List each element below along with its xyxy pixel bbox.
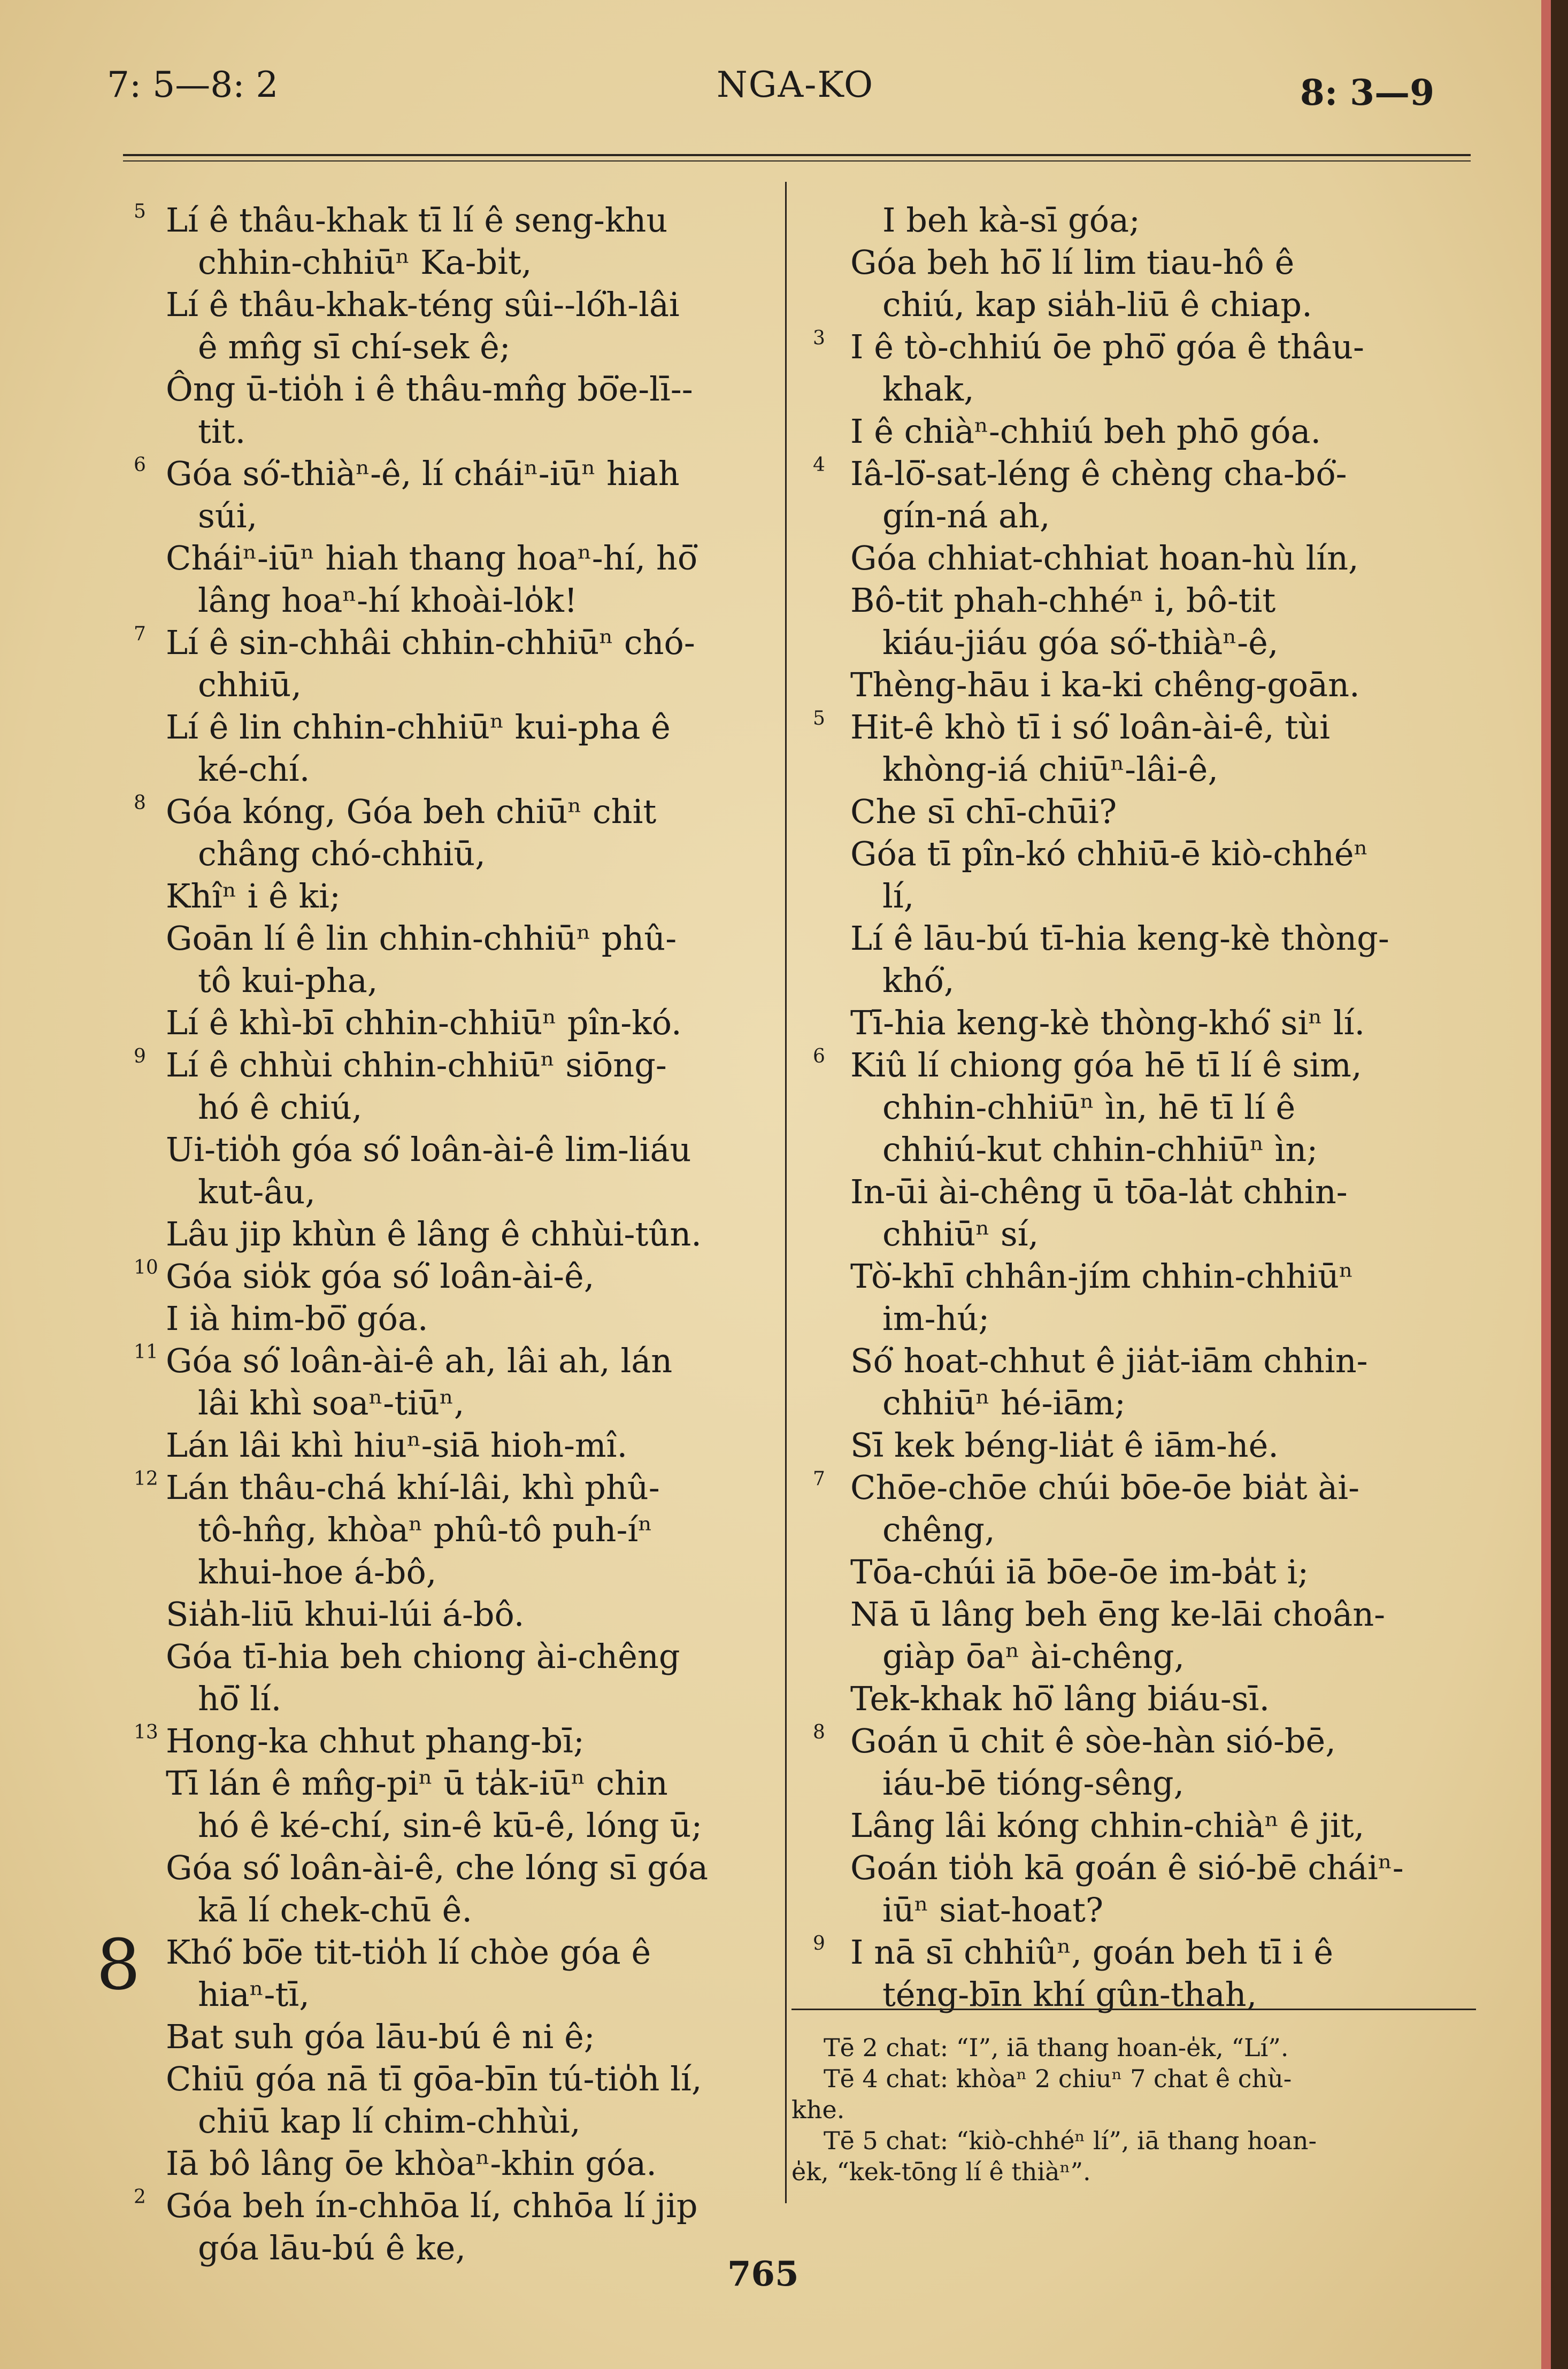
verse-line bbox=[813, 1128, 1476, 1171]
verse-line bbox=[813, 621, 1476, 664]
verse-text: Ui-tio̍h góa só͘ loân-ài-ê lim-liáu bbox=[166, 1130, 691, 1169]
verse-number: 2 bbox=[134, 2186, 146, 2208]
footnote-rule bbox=[791, 2009, 1476, 2010]
verse-number: 7 bbox=[134, 623, 146, 645]
verse-line bbox=[112, 1509, 781, 1551]
verse-text: chiú, kap sia̍h-liū ê chiap. bbox=[882, 285, 1312, 324]
verse-line bbox=[112, 1466, 781, 1509]
verse-text: Tek-khak hō͘ lâng biáu-sī. bbox=[850, 1679, 1270, 1718]
verse-line bbox=[112, 2100, 781, 2142]
verse-line bbox=[112, 1424, 781, 1466]
verse-text: súi, bbox=[198, 496, 258, 535]
verse-line bbox=[112, 959, 781, 1002]
verse-text: Góa só͘ loân-ài-ê ah, lâi ah, lán bbox=[166, 1341, 673, 1380]
verse-number: 6 bbox=[134, 454, 146, 476]
verse-line bbox=[112, 621, 781, 664]
verse-text: hō͘ lí. bbox=[198, 1679, 282, 1718]
verse-text: Góa sio̍k góa só͘ loân-ài-ê, bbox=[166, 1257, 595, 1296]
verse-text: Iâ-lō͘-sat-léng ê chèng cha-bó͘- bbox=[850, 454, 1347, 493]
verse-line bbox=[112, 2016, 781, 2058]
verse-text: tô-hn̂g, khòaⁿ phû-tô puh-íⁿ bbox=[198, 1510, 653, 1549]
verse-line bbox=[813, 537, 1476, 579]
verse-line bbox=[112, 1720, 781, 1762]
verse-text: I ê chiàⁿ-chhiú beh phō góa. bbox=[850, 412, 1321, 451]
verse-text: chêng, bbox=[882, 1510, 995, 1549]
verse-line bbox=[112, 1889, 781, 1931]
column-divider bbox=[785, 182, 787, 2203]
verse-text: lâng hoaⁿ-hí khoài-lo̍k! bbox=[198, 581, 578, 620]
verse-line bbox=[813, 579, 1476, 621]
verse-text: chhin-chhiūⁿ Ka-bi̍t, bbox=[198, 243, 532, 282]
left-column bbox=[96, 199, 781, 2269]
verse-number: 5 bbox=[813, 707, 825, 729]
verse-text: Góa beh hō͘ lí lim tiau-hô ê bbox=[850, 243, 1295, 282]
verse-line bbox=[112, 664, 781, 706]
verse-text: Lâng lâi kóng chhin-chiàⁿ ê jit, bbox=[850, 1806, 1365, 1845]
verse-line bbox=[112, 537, 781, 579]
verse-text: Bat suh góa lāu-bú ê ni ê; bbox=[166, 2017, 595, 2056]
verse-line bbox=[813, 1044, 1476, 1086]
verse-text: Sia̍h-liū khui-lúi á-bô. bbox=[166, 1595, 525, 1634]
verse-text: Chiū góa nā tī gōa-bīn tú-tio̍h lí, bbox=[166, 2059, 702, 2098]
verse-text: Iā bô lâng ōe khòaⁿ-khin góa. bbox=[166, 2144, 657, 2183]
verse-line bbox=[112, 1804, 781, 1847]
verse-text: Lí ê thâu-khak-téng sûi--ló͘h-lâi bbox=[166, 285, 680, 324]
verse-line bbox=[112, 1086, 781, 1128]
verse-number: 8 bbox=[813, 1721, 825, 1743]
verse-text: Lí ê khì-bī chhin-chhiūⁿ pîn-kó. bbox=[166, 1003, 682, 1042]
verse-line bbox=[112, 452, 781, 495]
verse-line bbox=[813, 1086, 1476, 1128]
verse-text: châng chó-chhiū, bbox=[198, 834, 486, 873]
verse-text: Tī lán ê mn̂g-piⁿ ū ta̍k-iūⁿ chin bbox=[166, 1764, 668, 1803]
verse-line bbox=[813, 1002, 1476, 1044]
verse-text: Só͘ hoat-chhut ê jia̍t-iām chhin- bbox=[850, 1341, 1368, 1380]
verse-number: 12 bbox=[134, 1468, 158, 1490]
verse-line bbox=[813, 1889, 1476, 1931]
verse-line bbox=[112, 326, 781, 368]
verse-line bbox=[112, 1635, 781, 1678]
verse-text: Chōe-chōe chúi bōe-ōe bia̍t ài- bbox=[850, 1468, 1360, 1507]
verse-text: Góa tī-hia beh chiong ài-chêng bbox=[166, 1637, 680, 1676]
verse-text: Goán tio̍h kā goán ê sió-bē cháiⁿ- bbox=[850, 1848, 1404, 1887]
verse-line bbox=[813, 1720, 1476, 1762]
verse-line bbox=[112, 875, 781, 917]
verse-text: In-ūi ài-chêng ū tōa-la̍t chhin- bbox=[850, 1172, 1348, 1211]
verse-line bbox=[813, 1762, 1476, 1804]
verse-line bbox=[813, 917, 1476, 959]
verse-line bbox=[813, 1804, 1476, 1847]
verse-text: Thèng-hāu i ka-ki chêng-goān. bbox=[850, 665, 1360, 704]
verse-line bbox=[112, 917, 781, 959]
verse-text: khó͘, bbox=[882, 961, 955, 1000]
verse-line bbox=[112, 2142, 781, 2185]
verse-text: hiaⁿ-tī, bbox=[198, 1975, 310, 2014]
verse-text: chiū kap lí chim-chhùi, bbox=[198, 2102, 581, 2141]
verse-number: 9 bbox=[134, 1045, 146, 1067]
verse-text: Bô-tit phah-chhéⁿ i, bô-tit bbox=[850, 581, 1276, 620]
chapter-number: 8 bbox=[96, 1924, 141, 2005]
verse-text: gín-ná ah, bbox=[882, 496, 1050, 535]
verse-text: kiáu-jiáu góa só͘-thiàⁿ-ê, bbox=[882, 623, 1279, 662]
verse-line bbox=[813, 1255, 1476, 1297]
verse-text: I beh kà-sī góa; bbox=[882, 201, 1140, 240]
verse-text: Lí ê sin-chhâi chhin-chhiūⁿ chó- bbox=[166, 623, 695, 662]
footnote-line: Tē 2 chat: “I”, iā thang hoan-e̍k, “Lí”. bbox=[824, 2033, 1289, 2062]
verse-line bbox=[813, 326, 1476, 368]
verse-line bbox=[813, 1931, 1476, 1973]
verse-line bbox=[112, 241, 781, 283]
verse-number: 7 bbox=[813, 1468, 825, 1490]
verse-text: Góa kóng, Góa beh chiūⁿ chit bbox=[166, 792, 657, 831]
verse-line bbox=[813, 664, 1476, 706]
verse-text: Cháiⁿ-iūⁿ hiah thang hoaⁿ-hí, hō͘ bbox=[166, 539, 698, 578]
verse-text: chhin-chhiūⁿ ìn, hē tī lí ê bbox=[882, 1088, 1296, 1127]
verse-text: Góa só͘ loân-ài-ê, che lóng sī góa bbox=[166, 1848, 709, 1887]
verse-number: 4 bbox=[813, 454, 825, 476]
verse-line bbox=[112, 1762, 781, 1804]
right-column bbox=[813, 199, 1476, 2016]
verse-text: Lán lâi khì hiuⁿ-siā hioh-mî. bbox=[166, 1426, 628, 1465]
verse-line bbox=[112, 1044, 781, 1086]
verse-line bbox=[112, 579, 781, 621]
verse-line bbox=[112, 2227, 781, 2269]
verse-line bbox=[112, 833, 781, 875]
verse-line bbox=[813, 833, 1476, 875]
verse-text: Góa só͘-thiàⁿ-ê, lí cháiⁿ-iūⁿ hiah bbox=[166, 454, 680, 493]
verse-line bbox=[813, 1382, 1476, 1424]
verse-line bbox=[112, 706, 781, 748]
verse-line bbox=[112, 1002, 781, 1044]
verse-line bbox=[112, 1213, 781, 1255]
verse-line bbox=[112, 199, 781, 241]
verse-text: Lâu jip khùn ê lâng ê chhùi-tûn. bbox=[166, 1214, 702, 1253]
page-number: 765 bbox=[727, 2254, 799, 2294]
verse-text: ê mn̂g sī chí-sek ê; bbox=[198, 327, 511, 366]
verse-line bbox=[813, 959, 1476, 1002]
verse-text: Góa chhiat-chhiat hoan-hù lín, bbox=[850, 539, 1359, 578]
verse-line bbox=[112, 1551, 781, 1593]
header-right-range: 8: 3—9 bbox=[1300, 72, 1434, 113]
verse-text: Ông ū-tio̍h i ê thâu-mn̂g bō͘e-lī-- bbox=[166, 370, 693, 409]
verse-line bbox=[112, 1382, 781, 1424]
header-rule-thin bbox=[123, 160, 1471, 161]
verse-number: 9 bbox=[813, 1933, 825, 1955]
verse-text: Goān lí ê lin chhin-chhiūⁿ phû- bbox=[166, 919, 677, 958]
verse-number: 5 bbox=[134, 201, 146, 222]
verse-text: chhiú-kut chhin-chhiūⁿ ìn; bbox=[882, 1130, 1318, 1169]
verse-text: Lí ê thâu-khak tī lí ê seng-khu bbox=[166, 201, 668, 240]
verse-line bbox=[813, 706, 1476, 748]
verse-text: Che sī chī-chūi? bbox=[850, 792, 1117, 831]
verse-text: Hit-ê khò tī i só͘ loân-ài-ê, tùi bbox=[850, 707, 1331, 747]
footnotes bbox=[791, 2032, 1476, 2187]
verse-text: Tī-hia keng-kè thòng-khó͘ siⁿ lí. bbox=[850, 1003, 1365, 1042]
verse-line bbox=[112, 1171, 781, 1213]
verse-line bbox=[813, 452, 1476, 495]
verse-line bbox=[112, 1847, 781, 1889]
verse-text: khòng-iá chiūⁿ-lâi-ê, bbox=[882, 750, 1219, 789]
verse-line bbox=[813, 241, 1476, 283]
verse-number: 11 bbox=[134, 1341, 158, 1363]
verse-line bbox=[813, 199, 1476, 241]
verse-line bbox=[112, 1973, 781, 2016]
verse-line bbox=[813, 1297, 1476, 1340]
verse-line bbox=[112, 790, 781, 833]
verse-text: lí, bbox=[882, 876, 914, 916]
verse-line bbox=[112, 1678, 781, 1720]
verse-text: lâi khì soaⁿ-tiūⁿ, bbox=[198, 1383, 465, 1422]
verse-line bbox=[112, 410, 781, 452]
verse-text: Tò͘-khī chhân-jím chhin-chhiūⁿ bbox=[850, 1257, 1354, 1296]
verse-text: góa lāu-bú ê ke, bbox=[198, 2228, 466, 2267]
verse-text: Lí ê chhùi chhin-chhiūⁿ siōng- bbox=[166, 1045, 667, 1084]
verse-number: 13 bbox=[134, 1721, 158, 1743]
header-book-title: NGA-KO bbox=[717, 64, 874, 105]
verse-line bbox=[112, 1340, 781, 1382]
verse-text: khak, bbox=[882, 370, 974, 409]
verse-line bbox=[813, 1678, 1476, 1720]
verse-line bbox=[813, 1340, 1476, 1382]
verse-line bbox=[112, 1593, 781, 1635]
verse-line bbox=[813, 410, 1476, 452]
verse-text: Khó͘ bō͘e tit-tio̍h lí chòe góa ê bbox=[166, 1933, 651, 1972]
verse-text: kā lí chek-chū ê. bbox=[198, 1890, 473, 1929]
verse-text: Sī kek béng-lia̍t ê iām-hé. bbox=[850, 1426, 1279, 1465]
verse-line bbox=[813, 283, 1476, 326]
verse-line bbox=[112, 2058, 781, 2100]
footnote-line: Tē 5 chat: “kiò-chhéⁿ lí”, iā thang hoan- bbox=[824, 2126, 1317, 2155]
verse-number: 10 bbox=[134, 1257, 158, 1279]
verse-text: kut-âu, bbox=[198, 1172, 316, 1211]
verse-line bbox=[813, 495, 1476, 537]
header-left-range: 7: 5—8: 2 bbox=[107, 64, 279, 105]
verse-text: I ê tò-chhiú ōe phō͘ góa ê thâu- bbox=[850, 327, 1364, 366]
verse-line bbox=[813, 368, 1476, 410]
verse-text: giàp ōaⁿ ài-chêng, bbox=[882, 1637, 1185, 1676]
verse-number: 6 bbox=[813, 1045, 825, 1067]
verse-line bbox=[813, 790, 1476, 833]
verse-line bbox=[813, 748, 1476, 790]
verse-text: chhiū, bbox=[198, 665, 302, 704]
verse-line bbox=[813, 1635, 1476, 1678]
verse-line bbox=[813, 1171, 1476, 1213]
verse-line bbox=[813, 1424, 1476, 1466]
verse-line bbox=[813, 1551, 1476, 1593]
header-rule bbox=[123, 154, 1471, 156]
verse-number: 3 bbox=[813, 327, 825, 349]
verse-text: Goán ū chit ê sòe-hàn sió-bē, bbox=[850, 1721, 1336, 1760]
verse-line bbox=[813, 1509, 1476, 1551]
verse-line bbox=[813, 1847, 1476, 1889]
footnote-line: Tē 4 chat: khòaⁿ 2 chiuⁿ 7 chat ê chù- bbox=[824, 2064, 1292, 2093]
verse-line bbox=[813, 1213, 1476, 1255]
verse-text: hó ê ké-chí, sin-ê kū-ê, lóng ū; bbox=[198, 1806, 703, 1845]
verse-text: Góa beh ín-chhōa lí, chhōa lí jip bbox=[166, 2186, 698, 2225]
verse-text: Khîⁿ i ê ki; bbox=[166, 876, 341, 916]
verse-text: tit. bbox=[198, 412, 246, 451]
verse-number: 8 bbox=[134, 792, 146, 814]
verse-line bbox=[112, 1255, 781, 1297]
verse-text: I nā sī chhiûⁿ, goán beh tī i ê bbox=[850, 1933, 1334, 1972]
verse-text: iūⁿ siat-hoat? bbox=[882, 1890, 1104, 1929]
footnote-line: khe. bbox=[791, 2095, 845, 2124]
verse-text: chhiūⁿ hé-iām; bbox=[882, 1383, 1126, 1422]
verse-text: im-hú; bbox=[882, 1299, 990, 1338]
verse-text: ké-chí. bbox=[198, 750, 310, 789]
verse-line bbox=[112, 1297, 781, 1340]
verse-text: Kiû lí chiong góa hē tī lí ê sim, bbox=[850, 1045, 1362, 1084]
page-header bbox=[0, 64, 1541, 128]
verse-text: chhiūⁿ sí, bbox=[882, 1214, 1039, 1253]
verse-text: Nā ū lâng beh ēng ke-lāi choân- bbox=[850, 1595, 1386, 1634]
verse-line bbox=[112, 368, 781, 410]
verse-text: tô kui-pha, bbox=[198, 961, 378, 1000]
verse-line bbox=[813, 1593, 1476, 1635]
verse-text: iáu-bē tióng-sêng, bbox=[882, 1764, 1185, 1803]
footnote-line: e̍k, “kek-tōng lí ê thiàⁿ”. bbox=[791, 2157, 1091, 2186]
verse-line bbox=[813, 1466, 1476, 1509]
verse-text: Tōa-chúi iā bōe-ōe im-ba̍t i; bbox=[850, 1552, 1309, 1591]
verse-text: Lí ê lin chhin-chhiūⁿ kui-pha ê bbox=[166, 707, 671, 747]
verse-text: téng-bīn khí gûn-thah, bbox=[882, 1975, 1257, 2014]
verse-line bbox=[112, 283, 781, 326]
verse-line bbox=[813, 875, 1476, 917]
verse-text: Lí ê lāu-bú tī-hia keng-kè thòng- bbox=[850, 919, 1389, 958]
verse-line bbox=[112, 495, 781, 537]
verse-text: hó ê chiú, bbox=[198, 1088, 363, 1127]
verse-text: khui-hoe á-bô, bbox=[198, 1552, 437, 1591]
verse-text: I ià him-bō͘ góa. bbox=[166, 1299, 428, 1338]
verse-line bbox=[112, 1128, 781, 1171]
verse-text: Hong-ka chhut phang-bī; bbox=[166, 1721, 585, 1760]
verse-text: Lán thâu-chá khí-lâi, khì phû- bbox=[166, 1468, 660, 1507]
verse-text: Góa tī pîn-kó chhiū-ē kiò-chhéⁿ bbox=[850, 834, 1369, 873]
verse-line bbox=[112, 2185, 781, 2227]
verse-line bbox=[112, 748, 781, 790]
